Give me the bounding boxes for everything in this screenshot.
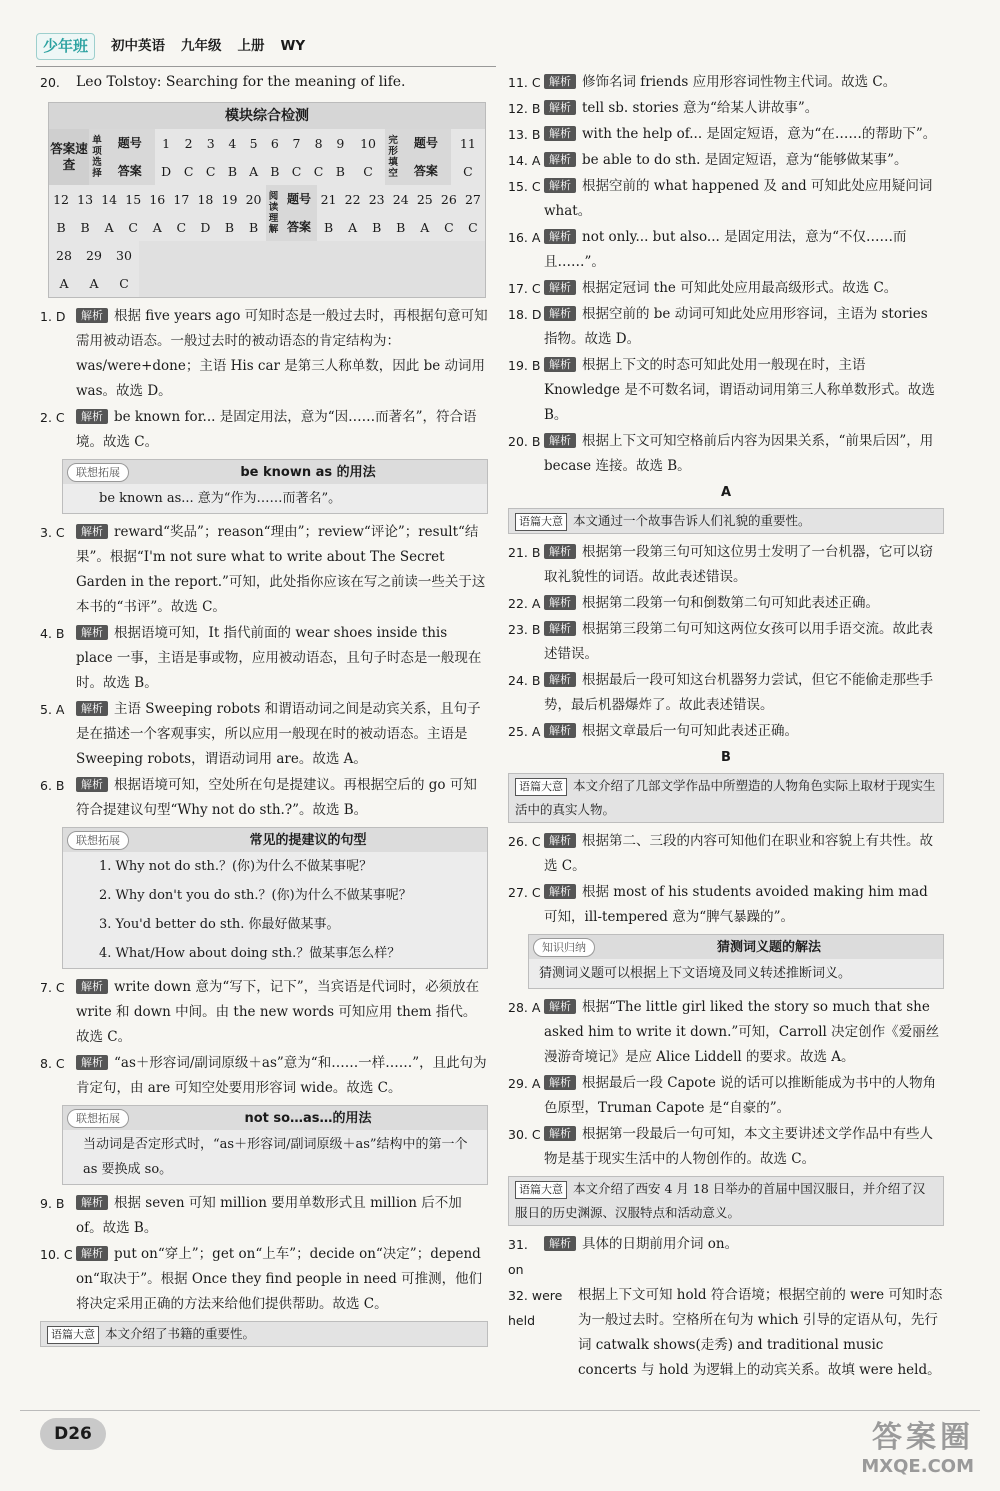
q-cell: 3 (200, 129, 222, 157)
item-text: 根据“The little girl liked the story so much that she asked him to write it down.”可知，Carroll 决定创作《爱丽丝漫游奇境记》是应 Alice Liddell 的要求。故选 A。 (544, 999, 940, 1065)
quick-answer-badge: 答案速查 (49, 129, 89, 185)
analysis-tag: 解析 (544, 280, 576, 295)
answer-label: 答案 (282, 213, 317, 241)
item-text: 根据最后一段可知这台机器努力尝试，但它不能偷走那些手势，最后机器爆炸了。故此表述错误。 (544, 672, 933, 713)
item-text: 根据第二、三段的内容可知他们在职业和容貌上有共性。故选 C。 (544, 833, 933, 874)
extension-title: not so…as…的用法 (244, 1110, 372, 1126)
item-number: 9. B (40, 1196, 65, 1211)
summary-badge: 语篇大意 (515, 1181, 567, 1199)
summary-text: 本文介绍了西安 4 月 18 日举办的首届中国汉服日，并介绍了汉服日的历史渊源、汉服特点和活动意义。 (515, 1181, 926, 1220)
section-label-cloze: 完形填空 (385, 129, 401, 185)
a-cell: A (49, 269, 79, 297)
answer-item (40, 697, 488, 772)
item-number: 4. B (40, 626, 65, 641)
analysis-tag: 解析 (544, 357, 576, 372)
item-number: 11. C (508, 75, 541, 90)
a-cell: B (242, 213, 266, 241)
item-text: 根据第三段第二句可知这两位女孩可以用手语交流。故此表述错误。 (544, 621, 933, 662)
extension-title: 常见的提建议的句型 (249, 832, 367, 848)
item-number: 17. C (508, 281, 541, 296)
a-cell: C (461, 213, 485, 241)
answer-item (508, 540, 944, 590)
item-number: 20. B (508, 434, 541, 449)
q-cell: 17 (169, 185, 193, 213)
header-volume: 上册 (237, 37, 265, 54)
summary-badge: 语篇大意 (47, 1326, 99, 1344)
item-text: 根据 five years ago 可知时态是一般过去时，再根据句意可知需用被动语态。一般过去时的被动语态的肯定结构为：was/were+done；主语 His car 是第三人称单数，因此 be 动词用 was。故选 D。 (76, 308, 488, 399)
a-cell: B (73, 213, 97, 241)
extension-line: 当动词是否定形式时，“as＋形容词/副词原级＋as”结构中的第一个 as 要换成 so。 (83, 1137, 468, 1177)
item-text: write down 意为“写下，记下”，当宾语是代词时，必须放在 write 和 down 中间。由 the new words 可知应用 them 指代。故选 C。 (76, 979, 480, 1045)
extension-box (62, 459, 488, 514)
item-text: 根据 seven 可知 million 要用单数形式且 million 后不加 of。故选 B。 (76, 1195, 462, 1236)
analysis-tag: 解析 (544, 595, 576, 610)
q-cell: 9 (330, 129, 351, 157)
extension-badge: 联想拓展 (67, 831, 129, 850)
answer-item (40, 1191, 488, 1241)
answer-item (508, 122, 944, 147)
item-text: put on“穿上”；get on“上车”；decide on“决定”；depend on“取决于”。根据 Once they find people in need 可推测，他们将决定采用正确的方法来给他们提供帮助。故选 C。 (76, 1246, 483, 1312)
q-cell: 26 (437, 185, 461, 213)
q-cell: 28 (49, 241, 79, 269)
page-header (36, 30, 506, 62)
page-number: D26 (40, 1418, 106, 1450)
item-text: 根据语境可知，It 指代前面的 wear shoes inside this place 一事，主语是事或物，应用被动语态，且句子时态是一般现在时。故选 B。 (76, 625, 482, 691)
item-number: 12. B (508, 101, 541, 116)
knowledge-box (528, 934, 944, 989)
analysis-tag: 解析 (76, 625, 108, 640)
a-cell: A (79, 269, 109, 297)
answer-item (508, 302, 944, 352)
item-number: 28. A (508, 1000, 541, 1015)
answer-item (40, 621, 488, 696)
item-number: 27. C (508, 885, 541, 900)
q-cell: 7 (285, 129, 307, 157)
q-cell: 15 (121, 185, 145, 213)
item-text: 根据定冠词 the 可知此处应用最高级形式。故选 C。 (582, 280, 898, 296)
extension-line: 2. Why don't you do sth.？(你)为什么不做某事呢？ (99, 888, 412, 903)
a-cell: B (222, 157, 243, 185)
item-number: 23. B (508, 622, 541, 637)
item-number: 3. C (40, 525, 65, 540)
a-cell: A (341, 213, 365, 241)
q-cell: 20 (242, 185, 266, 213)
item-text: 根据文章最后一句可知此表述正确。 (582, 723, 798, 739)
answer-item (508, 148, 944, 173)
passage-summary (508, 1176, 944, 1226)
q-cell: 22 (341, 185, 365, 213)
analysis-tag: 解析 (544, 1236, 576, 1251)
a-cell: B (389, 213, 413, 241)
item-text: 根据上下文可知 hold 符合语境；根据空前的 were 可知时态为一般过去时。空格所在句为 which 引导的定语从句，先行词 catwalk shows(走秀) and traditional music concerts 与 hold 为逻辑上的动宾关系。故填 were held。 (578, 1287, 943, 1378)
item-number: 18. D (508, 307, 542, 322)
section-letter: B (721, 750, 731, 765)
q-cell: 24 (389, 185, 413, 213)
item-text: 根据最后一段 Capote 说的话可以推断能成为书中的人物角色原型，Truman Capote 是“自豪的”。 (544, 1075, 937, 1116)
header-grade: 九年级 (181, 37, 222, 54)
question-label: 题号 (401, 129, 451, 157)
analysis-tag: 解析 (76, 524, 108, 539)
answer-item (40, 304, 488, 404)
item-text: 根据上下文可知空格前后内容为因果关系，“前果后因”，用 becase 连接。故选 B。 (544, 433, 934, 474)
item-text: 主语 Sweeping robots 和谓语动词之间是动宾关系，且句子是在描述一个客观事实，所以应用一般现在时的被动语态。主语是 Sweeping robots，谓语动词用 are。故选 A。 (76, 701, 481, 767)
a-cell: A (413, 213, 437, 241)
q-cell: 25 (413, 185, 437, 213)
left-column (40, 70, 488, 1353)
answer-item (508, 829, 944, 879)
item-text: 根据空前的 what happened 及 and 可知此处应用疑问词 what。 (544, 178, 933, 219)
q-cell: 27 (461, 185, 485, 213)
analysis-tag: 解析 (544, 723, 576, 738)
analysis-tag: 解析 (76, 1246, 108, 1261)
analysis-tag: 解析 (544, 152, 576, 167)
item-number: 20. (40, 75, 60, 90)
a-cell: A (97, 213, 121, 241)
extension-line: be known as... 意为“作为……而著名”。 (99, 491, 342, 506)
analysis-tag: 解析 (544, 178, 576, 193)
question-label: 题号 (282, 185, 317, 213)
summary-text: 本文通过一个故事告诉人们礼貌的重要性。 (573, 513, 811, 528)
answer-grid-row3 (49, 241, 139, 297)
item-text: 根据 most of his students avoided making him mad 可知，ill-tempered 意为“脾气暴躁的”。 (544, 884, 928, 925)
answer-item (508, 617, 944, 667)
item-number: 16. A (508, 230, 541, 245)
a-cell: C (109, 269, 139, 297)
analysis-tag: 解析 (544, 433, 576, 448)
analysis-tag: 解析 (544, 544, 576, 559)
item-text: with the help of... 是固定短语，意为“在……的帮助下”。 (582, 126, 937, 142)
a-cell: B (217, 213, 241, 241)
answer-item (508, 276, 944, 301)
extension-box (62, 827, 488, 969)
analysis-tag: 解析 (544, 306, 576, 321)
passage-summary (40, 1321, 488, 1347)
answer-item (40, 1242, 488, 1317)
answer-grid-row2 (49, 185, 485, 241)
a-cell: D (155, 157, 178, 185)
item-number: 21. B (508, 545, 541, 560)
analysis-tag: 解析 (76, 1055, 108, 1070)
item-number: 26. C (508, 834, 541, 849)
answer-item (508, 70, 944, 95)
answer-grid (49, 129, 485, 185)
q-cell: 29 (79, 241, 109, 269)
q-cell: 16 (145, 185, 169, 213)
q-cell: 2 (178, 129, 200, 157)
answer-item (508, 719, 944, 744)
analysis-tag: 解析 (76, 308, 108, 323)
item-number: 32. were held (508, 1288, 563, 1328)
item-text: 根据语境可知，空处所在句是提建议。再根据空后的 go 可知符合提建议句型“Why not do sth.?”。故选 B。 (76, 777, 477, 818)
answer-item (40, 773, 488, 823)
section-letter: A (720, 485, 732, 500)
item-number: 14. A (508, 153, 541, 168)
header-divider (36, 66, 496, 67)
answer-item (508, 880, 944, 930)
a-cell: B (330, 157, 351, 185)
answer-item (40, 975, 488, 1050)
analysis-tag: 解析 (544, 100, 576, 115)
item-text: be able to do sth. 是固定短语，意为“能够做某事”。 (582, 152, 908, 168)
answer-item (508, 225, 944, 275)
analysis-tag: 解析 (76, 979, 108, 994)
a-cell: B (264, 157, 285, 185)
item-text: 根据空前的 be 动词可知此处应用形容词，主语为 stories 指物。故选 D。 (544, 306, 928, 347)
item-number: 10. C (40, 1247, 73, 1262)
a-cell: C (178, 157, 200, 185)
answer-item (508, 1071, 944, 1121)
answer-item (40, 70, 488, 100)
a-cell: A (145, 213, 169, 241)
extension-badge: 联想拓展 (67, 1109, 129, 1128)
answer-item (508, 995, 944, 1070)
item-number: 31. on (508, 1237, 528, 1277)
answer-item (40, 405, 488, 455)
item-number: 5. A (40, 702, 65, 717)
watermark-text: 答案圈 (872, 1420, 974, 1455)
q-cell: 14 (97, 185, 121, 213)
q-cell: 4 (222, 129, 243, 157)
extension-line: 1. Why not do sth.？(你)为什么不做某事呢？ (99, 859, 373, 874)
answer-item (508, 1283, 944, 1383)
module-answer-table (48, 102, 486, 298)
watermark-url: MXQE.COM (861, 1456, 974, 1477)
answer-item (508, 1232, 944, 1282)
item-number: 25. A (508, 724, 541, 739)
q-cell: 10 (351, 129, 385, 157)
analysis-tag: 解析 (544, 621, 576, 636)
analysis-tag: 解析 (76, 409, 108, 424)
extension-box (62, 1105, 488, 1185)
item-text: tell sb. stories 意为“给某人讲故事”。 (582, 100, 819, 116)
passage-summary (508, 773, 944, 823)
a-cell: C (451, 157, 485, 185)
answer-item (508, 174, 944, 224)
item-text: Leo Tolstoy: Searching for the meaning of life. (76, 74, 406, 90)
answer-label: 答案 (401, 157, 451, 185)
section-label-reading: 阅读理解 (266, 185, 282, 241)
item-number: 22. A (508, 596, 541, 611)
q-cell: 8 (308, 129, 330, 157)
summary-badge: 语篇大意 (515, 778, 567, 796)
item-number: 19. B (508, 358, 541, 373)
answer-item (508, 96, 944, 121)
analysis-tag: 解析 (544, 126, 576, 141)
knowledge-title: 猜测词义题的解法 (716, 939, 821, 955)
summary-text: 本文介绍了书籍的重要性。 (105, 1326, 256, 1341)
item-text: not only... but also... 是固定用法，意为“不仅……而且……”。 (544, 229, 907, 270)
q-cell: 5 (243, 129, 264, 157)
q-cell: 23 (365, 185, 389, 213)
a-cell: C (121, 213, 145, 241)
footer-divider (20, 1410, 980, 1411)
analysis-tag: 解析 (544, 884, 576, 899)
item-text: 修饰名词 friends 应用形容词性物主代词。故选 C。 (582, 74, 897, 90)
item-text: reward“奖品”；reason“理由”；review“评论”；result“结果”。根据“I'm not sure what to write about The Secret Garden in the report.”可知，此处指你应该在写之前读一些关于这本书的“书评”。故选 C。 (76, 524, 486, 615)
summary-badge: 语篇大意 (515, 513, 567, 531)
item-text: 根据第一段最后一句可知，本文主要讲述文学作品中有些人物是基于现实生活中的人物创作的。故选 C。 (544, 1126, 933, 1167)
analysis-tag: 解析 (544, 672, 576, 687)
right-column (508, 70, 944, 1384)
header-subject: 初中英语 (111, 37, 166, 54)
a-cell: A (243, 157, 264, 185)
answer-item (508, 591, 944, 616)
a-cell: B (317, 213, 341, 241)
answer-item (40, 520, 488, 620)
knowledge-badge: 知识归纳 (533, 938, 595, 957)
answer-item (508, 429, 944, 479)
analysis-tag: 解析 (76, 701, 108, 716)
module-title: 模块综合检测 (49, 103, 485, 129)
analysis-tag: 解析 (544, 1126, 576, 1141)
item-number: 7. C (40, 980, 65, 995)
knowledge-line: 猜测词义题可以根据上下文语境及同义转述推断词义。 (539, 966, 852, 981)
q-cell: 21 (317, 185, 341, 213)
watermark-logo (804, 1420, 974, 1480)
answer-item (40, 1051, 488, 1101)
item-text: 具体的日期前用介词 on。 (582, 1236, 739, 1252)
q-cell: 12 (49, 185, 73, 213)
brand-logo: 少年班 (36, 33, 95, 60)
a-cell: B (49, 213, 73, 241)
q-cell: 11 (451, 129, 485, 157)
q-cell: 30 (109, 241, 139, 269)
answer-label: 答案 (105, 157, 155, 185)
extension-line: 4. What/How about doing sth.？做某事怎么样？ (99, 946, 401, 961)
item-number: 6. B (40, 778, 65, 793)
item-text: 根据第二段第一句和倒数第二句可知此表述正确。 (582, 595, 879, 611)
item-number: 13. B (508, 127, 541, 142)
answer-item (508, 353, 944, 428)
analysis-tag: 解析 (76, 777, 108, 792)
item-number: 2. C (40, 410, 65, 425)
header-edition: WY (280, 37, 306, 54)
item-number: 15. C (508, 179, 541, 194)
item-number: 29. A (508, 1076, 541, 1091)
analysis-tag: 解析 (544, 999, 576, 1014)
a-cell: C (169, 213, 193, 241)
a-cell: C (437, 213, 461, 241)
q-cell: 19 (217, 185, 241, 213)
question-label: 题号 (105, 129, 155, 157)
item-number: 24. B (508, 673, 541, 688)
extension-badge: 联想拓展 (67, 463, 129, 482)
extension-title: be known as 的用法 (240, 464, 376, 480)
item-text: 根据第一段第三句可知这位男士发明了一台机器，它可以窃取礼貌性的词语。故此表述错误。 (544, 544, 933, 585)
q-cell: 1 (155, 129, 178, 157)
item-number: 30. C (508, 1127, 541, 1142)
analysis-tag: 解析 (544, 74, 576, 89)
item-text: 根据上下文的时态可知此处用一般现在时，主语 Knowledge 是不可数名词，谓语动词用第三人称单数形式。故选 B。 (544, 357, 935, 423)
q-cell: 18 (193, 185, 217, 213)
item-number: 8. C (40, 1056, 65, 1071)
answer-item (508, 1122, 944, 1172)
analysis-tag: 解析 (544, 1075, 576, 1090)
a-cell: C (200, 157, 222, 185)
summary-text: 本文介绍了几部文学作品中所塑造的人物角色实际上取材于现实生活中的真实人物。 (515, 778, 936, 817)
item-text: “as＋形容词/副词原级＋as”意为“和……一样……”，且此句为肯定句，由 are 可知空处要用形容词 wide。故选 C。 (76, 1055, 487, 1096)
item-number: 1. D (40, 309, 66, 324)
q-cell: 6 (264, 129, 285, 157)
a-cell: C (351, 157, 385, 185)
section-label-single-choice: 单项选择 (89, 129, 105, 185)
answer-item (508, 668, 944, 718)
analysis-tag: 解析 (76, 1195, 108, 1210)
a-cell: C (308, 157, 330, 185)
passage-summary (508, 508, 944, 534)
a-cell: D (193, 213, 217, 241)
q-cell: 13 (73, 185, 97, 213)
item-text: be known for... 是固定用法，意为“因……而著名”，符合语境。故选 C。 (76, 409, 477, 450)
a-cell: B (365, 213, 389, 241)
analysis-tag: 解析 (544, 229, 576, 244)
a-cell: C (285, 157, 307, 185)
extension-line: 3. You'd better do sth. 你最好做某事。 (99, 917, 340, 932)
analysis-tag: 解析 (544, 833, 576, 848)
